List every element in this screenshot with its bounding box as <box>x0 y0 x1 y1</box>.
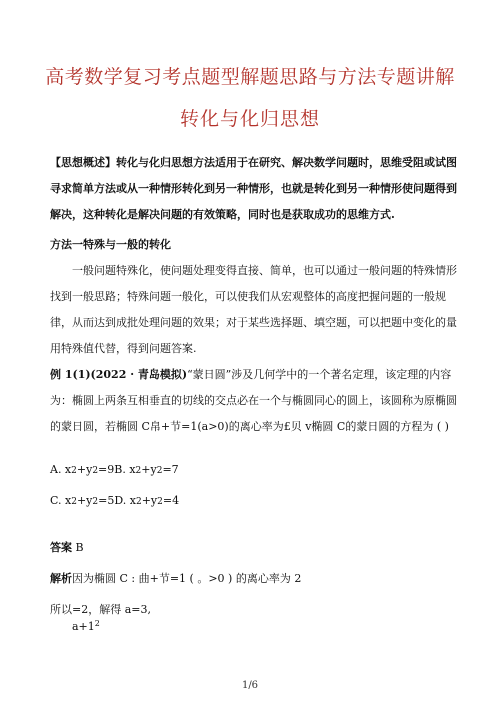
title-line-2: 转化与化归思想 <box>179 108 320 130</box>
method-paragraph: 一般问题特殊化，使问题处理变得直接、简单，也可以通过一般问题的特殊情形找到一般思路；特殊问题一般化，可以使我们从宏观整体的高度把握问题的一般规律，从而达到成批处理问题的效果；对于某些选择题、填空题，可以把题中变化的量用特殊值代替，得到问题答案. <box>50 264 457 355</box>
option-row-cd: C. x2+y2=5D. x2+y2=4 <box>50 494 180 507</box>
overview-label: 【思想概述】 <box>50 156 116 169</box>
analysis-label: 解析 <box>50 572 72 585</box>
overview-paragraph <box>50 150 460 228</box>
example-paragraph <box>50 362 460 440</box>
page-number: 1/6 <box>241 680 259 691</box>
analysis-text: 因为椭圆 C : 曲+节=1 ( 。>0 ) 的离心率为 2 <box>72 572 302 585</box>
overview-text: 转化与化归思想方法适用于在研究、解决数学问题时，思维受阻或试图寻求简单方法或从一种情形转化到另一种情形，也就是转化到另一种情形使问题得到解决，这种转化是解决问题的有效策略，同时也是获取成功的思维方式. <box>50 156 457 221</box>
example-label: 例 1(1)(2022 · 青岛模拟) <box>50 368 188 381</box>
answer-value: B <box>75 541 84 554</box>
answer-line <box>50 538 84 558</box>
option-row-ab: A. x2+y2=9B. x2+y2=7 <box>50 463 179 476</box>
fraction-line: $a+1^2$ <box>72 619 100 633</box>
method-heading: 方法一特殊与一般的转化 <box>50 238 171 251</box>
analysis-line <box>50 569 301 589</box>
answer-label: 答案 <box>50 541 72 554</box>
title-line-1: 高考数学复习考点题型解题思路与方法专题讲解 <box>45 66 455 88</box>
so-line: 所以=2，解得 a=3, <box>50 603 151 616</box>
example-text: “蒙日圆”涉及几何学中的一个著名定理，该定理的内容为：椭圆上两条互相垂直的切线的交点必在一个与椭圆同心的圆上，该圆称为原椭圆的蒙日圆，若椭圆 C帛+节=1(a>0)的离心率为£贝 v椭圆 C的蒙日圆的方程为 ( ) <box>50 368 457 433</box>
